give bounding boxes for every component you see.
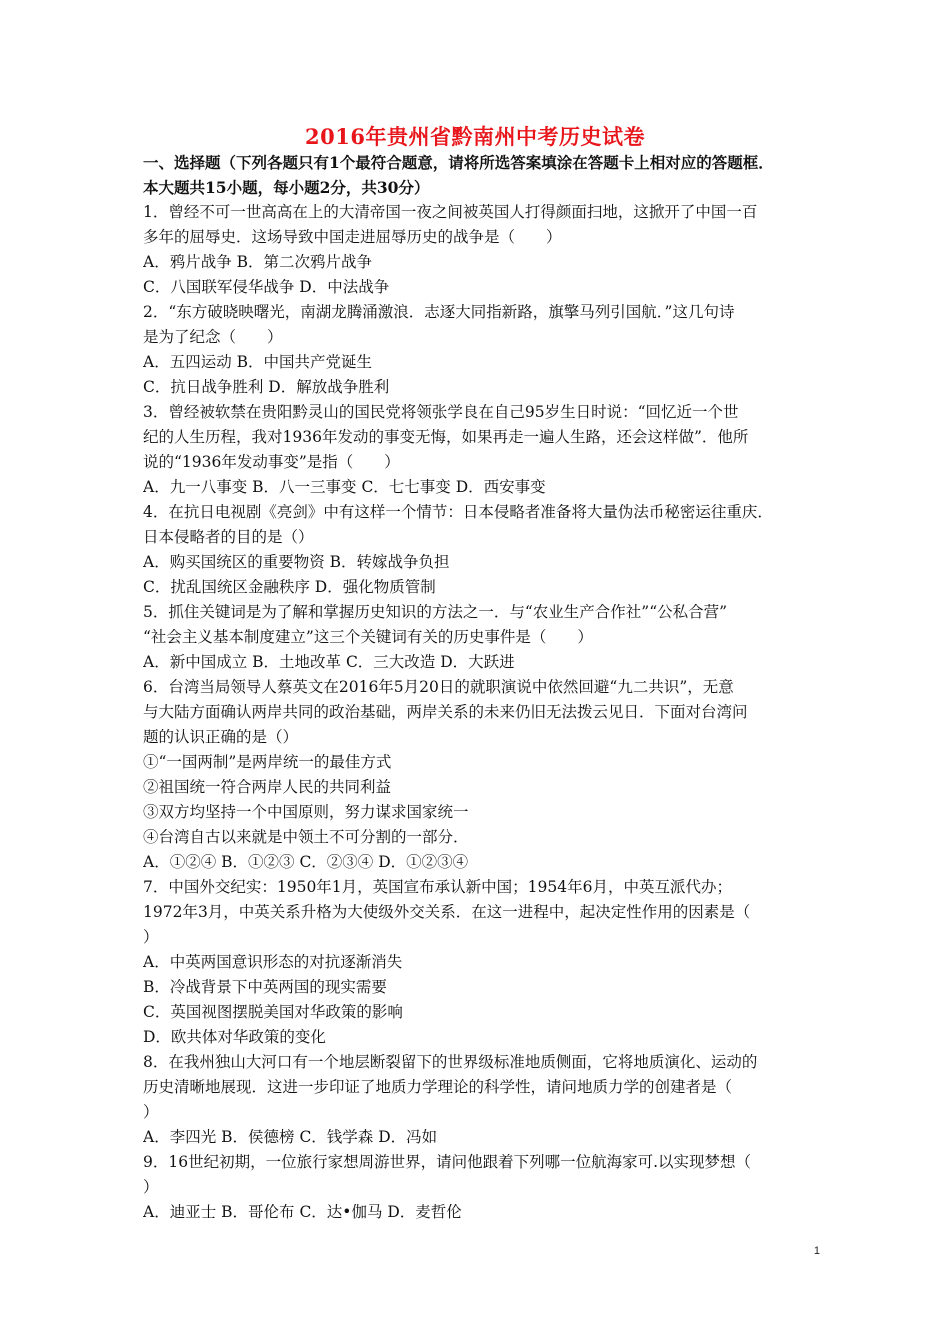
text-line: 6．台湾当局领导人蔡英文在2016年5月20日的就职演说中依然回避“九二共识”，无意 bbox=[143, 678, 734, 696]
text-line: 历史清晰地展现．这进一步印证了地质力学理论的科学性，请问地质力学的创建者是（ bbox=[143, 1078, 733, 1096]
text-line: A．迪亚士 B．哥伦布 C．达•伽马 D．麦哲伦 bbox=[143, 1203, 462, 1221]
text-line: 4．在抗日电视剧《亮剑》中有这样一个情节：日本侵略者准备将大量伪法币秘密运往重庆． bbox=[143, 503, 773, 521]
text-line: 是为了纪念（ ） bbox=[143, 328, 283, 346]
text-line: 9．16世纪初期，一位旅行家想周游世界，请问他跟着下列哪一位航海家可.以实现梦想（ bbox=[143, 1153, 752, 1171]
text-line: C．扰乱国统区金融秩序 D．强化物质管制 bbox=[143, 578, 436, 596]
text-line: 纪的人生历程，我对1936年发动的事变无悔，如果再走一遍人生路，还会这样做”．他所 bbox=[143, 428, 749, 446]
text-line: 1972年3月，中英关系升格为大使级外交关系．在这一进程中，起决定性作用的因素是（ bbox=[143, 903, 751, 921]
text-line: ） bbox=[143, 928, 159, 946]
text-line: 日本侵略者的目的是（） bbox=[143, 528, 314, 546]
text-line: ④台湾自古以来就是中领土不可分割的一部分． bbox=[143, 828, 469, 846]
text-line: A．新中国成立 B．土地改革 C．三大改造 D．大跃进 bbox=[143, 653, 515, 671]
section-heading-line-2: 本大题共15小题，每小题2分，共30分） bbox=[143, 178, 430, 197]
text-line: A．九一八事变 B．八一三事变 C．七七事变 D．西安事变 bbox=[143, 478, 546, 496]
text-line: 7．中国外交纪实：1950年1月，英国宣布承认新中国；1954年6月，中英互派代办； bbox=[143, 878, 732, 896]
section-heading-line-1: 一、选择题（下列各题只有1个最符合题意，请将所选答案填涂在答题卡上相对应的答题框． bbox=[143, 153, 774, 172]
text-line: A．五四运动 B．中国共产党诞生 bbox=[143, 353, 373, 371]
text-line: “社会主义基本制度建立”这三个关键词有关的历史事件是（ ） bbox=[143, 628, 593, 646]
text-line: 3．曾经被软禁在贵阳黔灵山的国民党将领张学良在自己95岁生日时说：“回忆近一个世 bbox=[143, 403, 739, 421]
text-line: ） bbox=[143, 1103, 159, 1121]
page-number: 1 bbox=[813, 1245, 820, 1257]
text-line: C．抗日战争胜利 D．解放战争胜利 bbox=[143, 378, 390, 396]
question-lines bbox=[143, 200, 813, 1225]
text-line: 题的认识正确的是（） bbox=[143, 728, 299, 746]
text-line: A．李四光 B．侯德榜 C．钱学森 D．冯如 bbox=[143, 1128, 438, 1146]
text-line: 5．抓住关键词是为了解和掌握历史知识的方法之一．与“农业生产合作社”“公私合营” bbox=[143, 603, 728, 621]
text-line: A．中英两国意识形态的对抗逐渐消失 bbox=[143, 953, 403, 971]
text-line: C．八国联军侵华战争 D．中法战争 bbox=[143, 278, 390, 296]
text-line: A．购买国统区的重要物资 B．转嫁战争负担 bbox=[143, 553, 450, 571]
text-line: A．①②④ B．①②③ C．②③④ D．①②③④ bbox=[143, 853, 469, 871]
text-line: B．冷战背景下中英两国的现实需要 bbox=[143, 978, 387, 996]
text-line: ①“一国两制”是两岸统一的最佳方式 bbox=[143, 753, 392, 771]
text-line: ②祖国统一符合两岸人民的共同利益 bbox=[143, 778, 392, 796]
text-line: C．英国视图摆脱美国对华政策的影响 bbox=[143, 1003, 403, 1021]
text-line: 说的“1936年发动事变”是指（ ） bbox=[143, 453, 400, 471]
text-line: ③双方均坚持一个中国原则，努力谋求国家统一 bbox=[143, 803, 469, 821]
text-line: 与大陆方面确认两岸共同的政治基础，两岸关系的未来仍旧无法拨云见日．下面对台湾问 bbox=[143, 703, 748, 721]
text-line: 2．“东方破晓映曙光，南湖龙腾涌激浪．志逐大同指新路，旗擎马列引国航．”这几句诗 bbox=[143, 303, 735, 321]
text-line: A．鸦片战争 B．第二次鸦片战争 bbox=[143, 253, 373, 271]
text-line: 1．曾经不可一世高高在上的大清帝国一夜之间被英国人打得颜面扫地，这掀开了中国一百 bbox=[143, 203, 758, 221]
text-line: D．欧共体对华政策的变化 bbox=[143, 1028, 326, 1046]
section-heading bbox=[143, 150, 813, 200]
text-line: 多年的屈辱史．这场导致中国走进屈辱历史的战争是（ ） bbox=[143, 228, 562, 246]
text-line: ） bbox=[143, 1178, 159, 1196]
document-title: 2016年贵州省黔南州中考历史试卷 bbox=[305, 124, 645, 149]
document-body bbox=[143, 150, 813, 1225]
text-line: 8．在我州独山大河口有一个地层断裂留下的世界级标准地质侧面，它将地质演化、运动的 bbox=[143, 1053, 758, 1071]
